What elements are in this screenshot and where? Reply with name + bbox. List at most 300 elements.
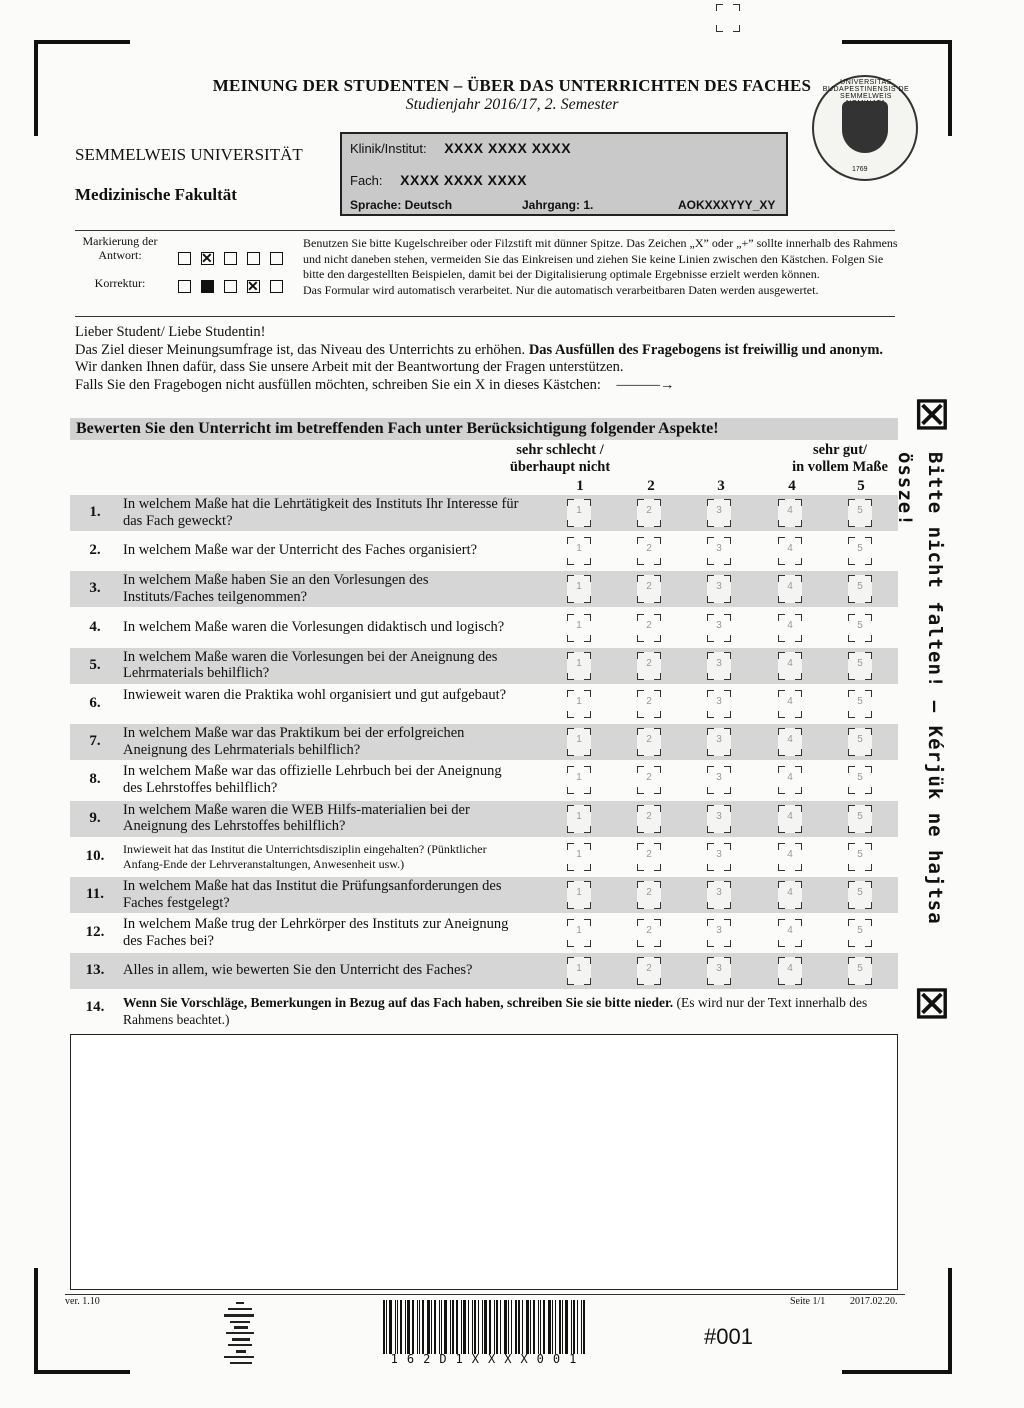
rating-checkbox-number: 3 (716, 887, 722, 898)
question-row (70, 533, 898, 569)
scale-number: 1 (576, 478, 584, 494)
question-number: 11. (86, 886, 104, 902)
rating-checkbox-number: 4 (787, 848, 793, 860)
rating-checkbox-1[interactable] (567, 843, 591, 871)
rating-checkbox-2[interactable] (637, 690, 661, 718)
seal-year: 1769 (852, 166, 868, 173)
rating-checkbox-2[interactable] (637, 957, 661, 985)
example-empty-box (247, 252, 260, 265)
rating-checkbox-number: 2 (646, 772, 652, 784)
example-empty-box (270, 280, 283, 293)
rating-checkbox-number: 4 (787, 543, 793, 555)
barcode-bar (559, 1300, 561, 1354)
example-x-box: ✕ (247, 278, 259, 294)
rating-checkbox-number: 1 (576, 505, 582, 516)
rating-checkbox-number: 5 (857, 925, 863, 937)
question-number: 3. (89, 580, 101, 597)
rating-checkbox-3[interactable] (707, 614, 731, 642)
example-x-box: ✕ (201, 250, 213, 266)
rating-checkbox-5[interactable] (848, 614, 872, 642)
rating-checkbox-number: 1 (576, 925, 582, 937)
rating-checkbox-4[interactable] (778, 614, 802, 642)
instructions-divider (75, 316, 895, 317)
rating-checkbox-number: 1 (576, 543, 582, 555)
question-number: 10. (85, 847, 105, 864)
barcode-bar (538, 1300, 539, 1354)
rating-checkbox-1[interactable] (567, 881, 591, 909)
rating-checkbox-number: 2 (646, 657, 652, 669)
barcode-bar (400, 1300, 402, 1354)
fach-row (350, 172, 527, 188)
barcode-bar (540, 1300, 541, 1354)
corner-mark-bottom-left-v (34, 1268, 38, 1374)
rating-checkbox-4[interactable] (778, 843, 802, 871)
question-number: 8. (89, 771, 101, 788)
barcode-bar (389, 1300, 392, 1354)
rating-checkbox-1[interactable] (567, 614, 591, 642)
rating-checkbox-3[interactable] (707, 652, 731, 680)
rating-checkbox-number: 4 (787, 887, 793, 898)
corner-mark-top-right-h (842, 40, 952, 44)
rating-checkbox-3[interactable] (707, 728, 731, 756)
header-divider (75, 230, 895, 231)
rating-checkbox-4[interactable] (778, 805, 802, 833)
rating-checkbox-3[interactable] (707, 499, 731, 527)
rating-checkbox-number: 5 (857, 581, 863, 593)
rating-checkbox-3[interactable] (707, 957, 731, 985)
rating-checkbox-number: 4 (787, 505, 793, 516)
question-14-text (123, 995, 883, 1028)
rating-checkbox-number: 5 (857, 848, 863, 860)
rating-checkbox-number: 1 (576, 657, 582, 669)
rating-checkbox-number: 2 (646, 619, 652, 631)
corner-mark-bottom-right-h (842, 1370, 952, 1374)
rating-checkbox-number: 3 (716, 619, 722, 631)
klinik-value: XXXX XXXX XXXX (444, 140, 572, 156)
rating-checkbox-2[interactable] (637, 766, 661, 794)
intro-line: Das Ziel dieser Meinungsumfrage ist, das Niveau des Unterrichts zu erhöhen. (75, 341, 526, 358)
klinik-row (350, 140, 571, 156)
barcode-bar (395, 1300, 396, 1354)
rating-checkbox-2[interactable] (637, 881, 661, 909)
example-empty-box (178, 252, 191, 265)
corner-mark-bottom-right-v (948, 1268, 952, 1374)
question-14-note: (Es wird nur der Text innerhalb des Rahmens beachtet.) (123, 995, 868, 1027)
scale-high-label (780, 442, 900, 476)
rating-checkbox-5[interactable] (848, 537, 872, 565)
do-not-fold-x-icon: ☒ (914, 394, 950, 438)
scale-number: 3 (717, 478, 725, 494)
course-info-box (340, 132, 788, 216)
optout-text: Falls Sie den Fragebogen nicht ausfüllen möchten, schreiben Sie ein X in dieses Kästchen: (75, 376, 601, 393)
question-number: 7. (89, 733, 101, 750)
rating-checkbox-number: 5 (857, 772, 863, 784)
rating-checkbox-number: 4 (787, 925, 793, 937)
rating-checkbox-number: 1 (576, 848, 582, 860)
rating-checkbox-number: 2 (646, 810, 652, 822)
rating-checkbox-5[interactable] (848, 843, 872, 871)
scale-high-line-2: in vollem Maße (792, 459, 888, 475)
rating-checkbox-4[interactable] (778, 537, 802, 565)
barcode-bar (422, 1300, 424, 1354)
rating-checkbox-number: 4 (787, 581, 793, 593)
rating-checkbox-number: 3 (716, 848, 722, 860)
rating-checkbox-3[interactable] (707, 575, 731, 603)
barcode-bar (463, 1300, 466, 1354)
rating-checkbox-number: 3 (716, 772, 722, 784)
barcode-bar (386, 1300, 387, 1354)
question-row (70, 648, 898, 684)
corner-mark-bottom-left-h (34, 1370, 130, 1374)
rating-checkbox-number: 2 (646, 925, 652, 937)
rating-checkbox-2[interactable] (637, 499, 661, 527)
form-subtitle: Studienjahr 2016/17, 2. Semester (405, 96, 619, 113)
barcode-bar (419, 1300, 420, 1354)
rating-checkbox-5[interactable] (848, 499, 872, 527)
rating-checkbox-number: 1 (576, 810, 582, 822)
barcode-bar (504, 1300, 507, 1354)
barcode-bar (441, 1300, 442, 1354)
rating-checkbox-1[interactable] (567, 766, 591, 794)
question-text: In welchem Maße trug der Lehrkörper des Instituts zur Aneignung des Faches bei? (123, 916, 509, 949)
barcode-bar (450, 1300, 451, 1354)
barcode-bar (434, 1300, 436, 1354)
example-empty-box (224, 252, 237, 265)
rating-checkbox-number: 1 (576, 619, 582, 631)
barcode-bar (500, 1300, 501, 1354)
rating-checkbox-number: 1 (576, 734, 582, 746)
barcode-bar (431, 1300, 432, 1354)
barcode-bar (533, 1300, 535, 1354)
rating-checkbox-1[interactable] (567, 499, 591, 527)
rating-checkbox-number: 5 (857, 657, 863, 669)
scale-number: 4 (788, 478, 796, 494)
barcode-bar (452, 1300, 454, 1354)
seal-text: UNIVERSITAS BUDAPESTINENSIS DE SEMMELWEIS (822, 79, 910, 100)
rating-checkbox-3[interactable] (707, 690, 731, 718)
rating-checkbox-2[interactable] (637, 614, 661, 642)
rating-checkbox-2[interactable] (637, 537, 661, 565)
barcode-bar (468, 1300, 469, 1354)
barcode-bar (444, 1300, 447, 1354)
barcode-bar (489, 1300, 491, 1354)
sprache-label: Sprache: Deutsch (350, 198, 453, 212)
print-date: 2017.02.20. (850, 1296, 898, 1307)
question-text: In welchem Maße waren die Vorlesungen didaktisch und logisch? (123, 618, 505, 635)
example-filled-box (201, 280, 214, 293)
question-number: 14. (85, 999, 105, 1015)
question-number: 9. (89, 809, 101, 826)
rating-checkbox-4[interactable] (778, 881, 802, 909)
rating-checkbox-5[interactable] (848, 957, 872, 985)
question-text: Alles in allem, wie bewerten Sie den Unterricht des Faches? (123, 962, 473, 979)
question-number: 13. (85, 962, 105, 979)
rating-checkbox-2[interactable] (637, 652, 661, 680)
jahrgang-label: Jahrgang: 1. (522, 198, 594, 212)
rating-checkbox-5[interactable] (848, 766, 872, 794)
rating-checkbox-number: 1 (576, 963, 582, 975)
fach-value: XXXX XXXX XXXX (400, 172, 527, 188)
question-row (70, 610, 898, 646)
question-number: 2. (89, 542, 101, 559)
question-number: 6. (89, 695, 101, 711)
rating-checkbox-number: 3 (716, 925, 722, 937)
rating-checkbox-number: 3 (716, 657, 722, 669)
question-row (70, 953, 898, 989)
rating-instruction-banner: Bewerten Sie den Unterricht im betreffenden Fach unter Berücksichtigung folgender Aspekte! (70, 418, 898, 440)
question-text: In welchem Maße war das offizielle Lehrbuch bei der Aneignung des Lehrstoffes behilflich? (123, 763, 502, 796)
barcode-bar (515, 1300, 517, 1354)
rating-checkbox-1[interactable] (567, 575, 591, 603)
rating-checkbox-number: 5 (857, 696, 863, 707)
do-not-fold-notice: Bitte nicht falten! – Kérjük ne hajtsa össze! (894, 452, 946, 925)
barcode-bar (518, 1300, 520, 1354)
greeting: Lieber Student/ Liebe Studentin! (75, 324, 266, 340)
rating-checkbox-number: 1 (576, 772, 582, 784)
barcode-bar (543, 1300, 545, 1354)
rating-checkbox-number: 5 (857, 963, 863, 975)
rating-checkbox-number: 3 (716, 734, 722, 746)
rating-checkbox-3[interactable] (707, 537, 731, 565)
marking-label: Markierung der Antwort: (82, 234, 158, 262)
rating-checkbox-number: 2 (646, 887, 652, 898)
form-code: AOKXXXYYY_XY (678, 198, 776, 212)
instructions-text-2: Das Formular wird automatisch verarbeitet. Nur die automatisch verarbeitbaren Daten werden ausgewertet. (303, 282, 819, 297)
barcode-bar (474, 1300, 476, 1354)
question-text: In welchem Maße waren die Vorlesungen bei der Aneignung des Lehrmaterials behilflich? (123, 648, 498, 682)
rating-checkbox-5[interactable] (848, 919, 872, 947)
rating-checkbox-number: 4 (787, 619, 793, 631)
rating-checkbox-number: 5 (857, 505, 863, 516)
rating-checkbox-number: 2 (646, 543, 652, 555)
rating-checkbox-number: 2 (646, 848, 652, 860)
barcode-bar (461, 1300, 462, 1354)
question-row (70, 801, 898, 837)
barcode-bar (508, 1300, 509, 1354)
rating-checkbox-1[interactable] (567, 537, 591, 565)
comment-textarea[interactable] (70, 1034, 898, 1290)
rating-checkbox-4[interactable] (778, 575, 802, 603)
rating-checkbox-4[interactable] (778, 690, 802, 718)
optout-checkbox[interactable] (716, 4, 740, 32)
korrektur-example-row (178, 280, 298, 296)
example-empty-box (270, 252, 283, 265)
optout-line (75, 377, 895, 395)
barcode-bar (412, 1300, 414, 1354)
barcode-bar (573, 1300, 575, 1354)
rating-checkbox-2[interactable] (637, 575, 661, 603)
scale-low-line-2: überhaupt nicht (509, 459, 611, 475)
barcode-bar (577, 1300, 578, 1354)
footer-divider (65, 1294, 905, 1295)
rating-checkbox-4[interactable] (778, 652, 802, 680)
rating-checkbox-number: 2 (646, 505, 652, 516)
rating-checkbox-2[interactable] (637, 843, 661, 871)
question-14-bold: Wenn Sie Vorschläge, Bemerkungen in Bezug auf das Fach haben, schreiben Sie sie bitte nieder. (123, 995, 674, 1010)
rating-checkbox-number: 2 (646, 734, 652, 746)
rating-checkbox-number: 4 (787, 810, 793, 822)
rating-checkbox-5[interactable] (848, 881, 872, 909)
rating-checkbox-number: 3 (716, 810, 722, 822)
seal-coat-of-arms-icon (842, 101, 888, 153)
rating-checkbox-number: 2 (646, 696, 652, 707)
intro-block (75, 324, 895, 394)
rating-checkbox-2[interactable] (637, 805, 661, 833)
question-text: In welchem Maße hat die Lehrtätigkeit des Instituts Ihr Interesse für das Fach geweckt? (123, 496, 519, 529)
barcode-bar (472, 1300, 473, 1354)
question-text: Inwieweit waren die Praktika wohl organisiert und gut aufgebaut? (123, 687, 507, 703)
barcode-bar (583, 1300, 585, 1354)
corner-mark-top-left-h (34, 40, 130, 44)
rating-checkbox-2[interactable] (637, 728, 661, 756)
barcode-bar (484, 1300, 487, 1354)
intro-thanks: Wir danken Ihnen dafür, dass Sie unsere Arbeit mit der Beantwortung der Fragen unterstützen. (75, 359, 624, 375)
rating-checkbox-4[interactable] (778, 728, 802, 756)
barcode-bar (530, 1300, 531, 1354)
rating-checkbox-number: 3 (716, 963, 722, 975)
rating-checkbox-3[interactable] (707, 766, 731, 794)
barcode-bar (427, 1300, 430, 1354)
university-seal (812, 75, 918, 181)
rating-checkbox-number: 1 (576, 696, 582, 707)
rating-checkbox-4[interactable] (778, 957, 802, 985)
rating-checkbox-1[interactable] (567, 805, 591, 833)
rating-checkbox-number: 1 (576, 581, 582, 593)
rating-checkbox-number: 2 (646, 581, 652, 593)
barcode-bar (397, 1300, 398, 1354)
question-text: In welchem Maße war das Praktikum bei der erfolgreichen Aneignung des Lehrmaterials behilflich? (123, 725, 465, 758)
question-row (70, 915, 898, 951)
question-row (70, 877, 898, 913)
korrektur-label: Korrektur: (94, 276, 146, 290)
barcode-bar (571, 1300, 572, 1354)
registration-pattern-icon (218, 1300, 262, 1368)
marking-instructions (303, 236, 903, 298)
question-number: 1. (89, 504, 101, 520)
barcode-bar (526, 1300, 529, 1354)
page-indicator: Seite 1/1 (790, 1296, 826, 1307)
rating-checkbox-number: 2 (646, 963, 652, 975)
rating-checkbox-number: 4 (787, 657, 793, 669)
arrow-icon: ———→ (616, 376, 675, 393)
barcode-bar (555, 1300, 556, 1354)
barcode-bar (407, 1300, 410, 1354)
question-row (70, 571, 898, 607)
rating-checkbox-3[interactable] (707, 805, 731, 833)
rating-checkbox-number: 5 (857, 810, 863, 822)
intro-paragraph (75, 342, 895, 377)
barcode-bar (552, 1300, 553, 1354)
rating-checkbox-1[interactable] (567, 919, 591, 947)
question-number: 12. (85, 924, 105, 941)
barcode-bar (383, 1300, 385, 1354)
question-text: Inwieweit hat das Institut die Unterrichtsdisziplin eingehalten? (Pünktlicher Anfang-Ende der Lehrveranstaltungen, Anwesenheit usw.) (123, 841, 487, 871)
rating-checkbox-number: 3 (716, 696, 722, 707)
rating-checkbox-4[interactable] (778, 499, 802, 527)
scale-low-line-1: sehr schlecht / (516, 442, 604, 458)
rating-checkbox-number: 5 (857, 619, 863, 631)
rating-checkbox-number: 4 (787, 963, 793, 975)
example-empty-box (224, 280, 237, 293)
barcode-bar (565, 1300, 568, 1354)
rating-checkbox-5[interactable] (848, 728, 872, 756)
form-title: MEINUNG DER STUDENTEN – ÜBER DAS UNTERRICHTEN DES FACHES (212, 76, 812, 95)
serial-number: #001 (704, 1324, 753, 1349)
question-row (70, 839, 898, 875)
rating-checkbox-5[interactable] (848, 575, 872, 603)
rating-checkbox-1[interactable] (567, 957, 591, 985)
barcode-bar (405, 1300, 406, 1354)
rating-checkbox-number: 4 (787, 772, 793, 784)
barcode-bar (562, 1300, 563, 1354)
question-text: In welchem Maße waren die WEB Hilfs-materialien bei der Aneignung des Lehrstoffes behilflich? (123, 801, 470, 835)
barcode-bar (439, 1300, 440, 1354)
rating-checkbox-3[interactable] (707, 843, 731, 871)
university-name: SEMMELWEIS UNIVERSITÄT (75, 145, 303, 164)
scale-low-label (480, 442, 640, 476)
rating-checkbox-number: 3 (716, 505, 722, 516)
rating-checkbox-3[interactable] (707, 881, 731, 909)
rating-checkbox-number: 4 (787, 734, 793, 746)
rating-checkbox-number: 5 (857, 543, 863, 555)
rating-checkbox-1[interactable] (567, 728, 591, 756)
rating-checkbox-5[interactable] (848, 652, 872, 680)
question-number: 5. (89, 656, 101, 673)
fach-label: Fach: (350, 173, 383, 188)
question-row (70, 686, 898, 722)
barcode-bar (417, 1300, 418, 1354)
rating-checkbox-1[interactable] (567, 690, 591, 718)
barcode-text: 162D1XXXX001 (390, 1352, 586, 1366)
barcode-bar (522, 1300, 523, 1354)
question-text: In welchem Maße war der Unterricht des Faches organisiert? (123, 542, 478, 559)
rating-checkbox-number: 5 (857, 887, 863, 898)
barcode-bar (482, 1300, 483, 1354)
question-number: 4. (89, 618, 101, 635)
rating-checkbox-number: 1 (576, 887, 582, 898)
rating-checkbox-5[interactable] (848, 690, 872, 718)
barcode-bar (496, 1300, 498, 1354)
klinik-label: Klinik/Institut: (350, 141, 427, 156)
rating-checkbox-4[interactable] (778, 919, 802, 947)
rating-checkbox-number: 3 (716, 543, 722, 555)
barcode-bar (494, 1300, 495, 1354)
question-text: In welchem Maße haben Sie an den Vorlesungen des Instituts/Faches teilgenommen? (123, 572, 429, 605)
rating-checkbox-1[interactable] (567, 652, 591, 680)
do-not-fold-x-icon: ☒ (914, 983, 950, 1027)
barcode-bar (581, 1300, 582, 1354)
example-empty-box (178, 280, 191, 293)
faculty-name: Medizinische Fakultät (75, 185, 237, 204)
scale-number: 2 (647, 478, 655, 494)
rating-checkbox-5[interactable] (848, 805, 872, 833)
rating-checkbox-3[interactable] (707, 919, 731, 947)
rating-checkbox-4[interactable] (778, 766, 802, 794)
scale-high-line-1: sehr gut/ (812, 442, 868, 458)
question-row (70, 495, 898, 531)
question-row (70, 762, 898, 798)
rating-checkbox-number: 4 (787, 696, 793, 707)
barcode-bar (478, 1300, 479, 1354)
rating-checkbox-2[interactable] (637, 919, 661, 947)
intro-voluntary-note: Das Ausfüllen des Fragebogens ist freiwillig und anonym. (528, 341, 884, 358)
marking-example-row (178, 252, 298, 268)
scale-number: 5 (857, 478, 865, 494)
rating-checkbox-number: 3 (716, 581, 722, 593)
version-label: ver. 1.10 (65, 1296, 100, 1307)
question-row (70, 724, 898, 760)
question-text: In welchem Maße hat das Institut die Prüfungsanforderungen des Faches festgelegt? (123, 878, 502, 911)
